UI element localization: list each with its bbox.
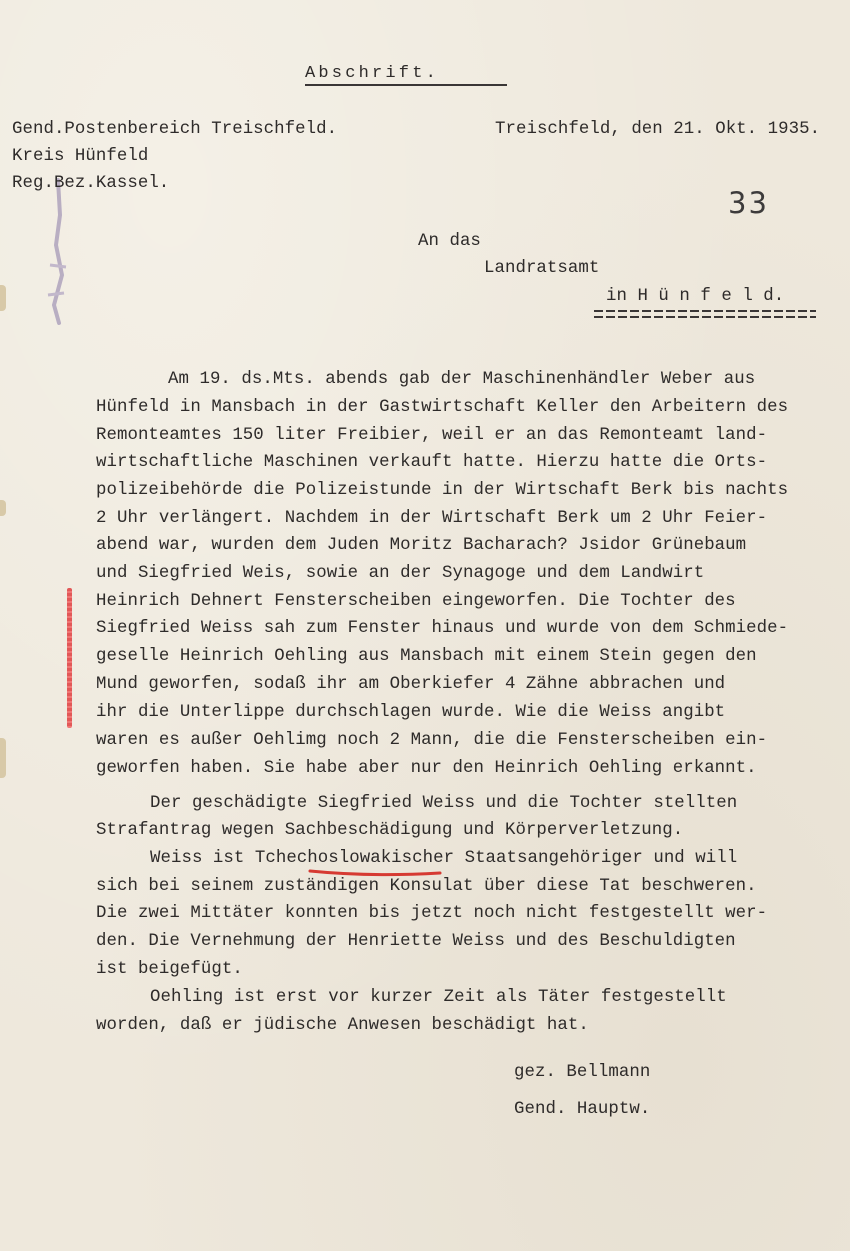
- body-line: worden, daß er jüdische Anwesen beschädigt hat.: [96, 1016, 589, 1035]
- binding-mark: [0, 500, 6, 516]
- recipient-line: in H ü n f e l d.: [606, 287, 785, 306]
- body-line: den. Die Vernehmung der Henriette Weiss und des Beschuldigten: [96, 932, 736, 951]
- body-line: und Siegfried Weis, sowie an der Synagoge und dem Landwirt: [96, 564, 705, 583]
- body-line: ist beigefügt.: [96, 960, 243, 979]
- sender-line: Gend.Postenbereich Treischfeld.: [12, 120, 338, 139]
- binding-mark: [0, 285, 6, 311]
- faded-stamp-mark: [40, 175, 78, 325]
- body-line: Remonteamtes 150 liter Freibier, weil er an das Remonteamt land-: [96, 426, 768, 445]
- body-line: abend war, wurden dem Juden Moritz Bacharach? Jsidor Grünebaum: [96, 536, 747, 555]
- signature-line: gez. Bellmann: [514, 1063, 651, 1082]
- sender-line: Kreis Hünfeld: [12, 147, 149, 166]
- body-line: Siegfried Weiss sah zum Fenster hinaus und wurde von dem Schmiede-: [96, 619, 789, 638]
- body-line: 2 Uhr verlängert. Nachdem in der Wirtschaft Berk um 2 Uhr Feier-: [96, 509, 768, 528]
- sender-line: Reg.Bez.Kassel.: [12, 174, 170, 193]
- date-line: Treischfeld, den 21. Okt. 1935.: [495, 120, 821, 139]
- body-line: waren es außer Oehlimg noch 2 Mann, die die Fensterscheiben ein-: [96, 731, 768, 750]
- recipient-line: Landratsamt: [484, 259, 600, 278]
- body-line: Am 19. ds.Mts. abends gab der Maschinenhändler Weber aus: [168, 370, 756, 389]
- page-number: 33: [728, 186, 769, 220]
- body-line: Hünfeld in Mansbach in der Gastwirtschaft Keller den Arbeitern des: [96, 398, 789, 417]
- red-margin-mark: [67, 588, 72, 728]
- body-line: polizeibehörde die Polizeistunde in der Wirtschaft Berk bis nachts: [96, 481, 789, 500]
- body-line: wirtschaftliche Maschinen verkauft hatte. Hierzu hatte die Orts-: [96, 453, 768, 472]
- body-line: Weiss ist Tchechoslowakischer Staatsangehöriger und will: [150, 849, 738, 868]
- title-underline: [305, 84, 507, 86]
- recipient-double-rule: [594, 310, 816, 318]
- body-line: Strafantrag wegen Sachbeschädigung und Körperverletzung.: [96, 821, 684, 840]
- body-line: Mund geworfen, sodaß ihr am Oberkiefer 4 Zähne abbrachen und: [96, 675, 726, 694]
- document-title: Abschrift.: [305, 64, 440, 83]
- body-line: ihr die Unterlippe durchschlagen wurde. Wie die Weiss angibt: [96, 703, 726, 722]
- body-line: Oehling ist erst vor kurzer Zeit als Täter festgestellt: [150, 988, 727, 1007]
- body-line: Der geschädigte Siegfried Weiss und die Tochter stellten: [150, 794, 738, 813]
- body-line: Die zwei Mittäter konnten bis jetzt noch nicht festgestellt wer-: [96, 904, 768, 923]
- body-line: geselle Heinrich Oehling aus Mansbach mit einem Stein gegen den: [96, 647, 757, 666]
- signature-line: Gend. Hauptw.: [514, 1100, 651, 1119]
- recipient-line: An das: [418, 232, 481, 251]
- body-line: geworfen haben. Sie habe aber nur den Heinrich Oehling erkannt.: [96, 759, 757, 778]
- body-line: Heinrich Dehnert Fensterscheiben eingeworfen. Die Tochter des: [96, 592, 736, 611]
- body-line: sich bei seinem zuständigen Konsulat über diese Tat beschweren.: [96, 877, 757, 896]
- binding-mark: [0, 738, 6, 778]
